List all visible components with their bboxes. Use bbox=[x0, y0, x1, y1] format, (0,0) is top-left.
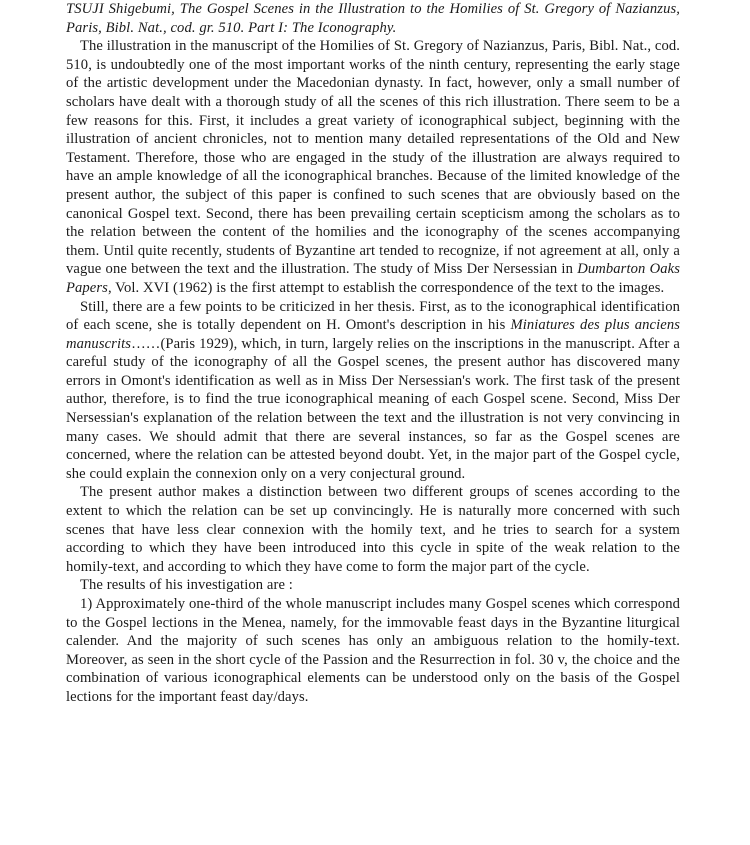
journal-title: Dumbarton Oaks Papers bbox=[66, 261, 680, 296]
article-page bbox=[66, 0, 680, 707]
paragraph-2 bbox=[66, 298, 680, 484]
book-title: Miniatures des plus anciens manuscrits bbox=[66, 317, 680, 352]
paragraph-1-text: The illustration in the manuscript of the Homilies of St. Gregory of Nazianzus, Paris, Bibl. Nat., cod. 510, is undoubtedly one of the most important works of the ninth century, representing the early stage of the artistic development under the Macedonian dynasty. In fact, however, only a small number of scholars have dealt with a thorough study of all the scenes of this rich illustration. There seem to be a few reasons for this. First, it includes a great variety of iconographical subject, beginning with the illustration of ancient chronicles, not to mention many detailed representations of the Old and New Testament. Therefore, those who are engaged in the study of the illustration are always required to have an ample knowledge of all the iconographical branches. Because of the limited knowledge of the present author, the subject of this paper is confined to such scenes that are obviously based on the canonical Gospel text. Second, there has been prevailing certain scepticism among the scholars as to the relation between the content of the homilies and the iconography of the scenes accompanying them. Until quite recently, students of Byzantine art tended to recognize, if not agreement at all, only a vague one between the text and the illustration. The study of Miss Der Nersessian in bbox=[66, 38, 681, 278]
paragraph-1-end: , Vol. XVI (1962) is the first attempt to establish the correspondence of the text to the images. bbox=[107, 279, 665, 296]
paragraph-1 bbox=[66, 37, 680, 297]
paragraph-2-end: ……(Paris 1929), which, in turn, largely relies on the inscriptions in the manuscript. After a careful study of the iconography of all the Gospel scenes, the present author has discovered many errors in Omont's identification as well as in Miss Der Nersessian's work. The first task of the present author, therefore, is to find the true iconographical meaning of each Gospel scene. Second, Miss Der Nersessian's explanation of the relation between the text and the illustration is not very convincing in many cases. We should admit that there are several instances, so far as the Gospel scenes are concerned, where the relation can be attested beyond doubt. Yet, in the major part of the Gospel cycle, she could explain the connexion only on a very conjectural ground. bbox=[66, 335, 680, 482]
paragraph-3: The present author makes a distinction between two different groups of scenes according to the extent to which the relation can be set up convincingly. He is naturally more concerned with such scenes that have less clear connexion with the homily text, and he tries to search for a system according to which they have been introduced into this cycle in spite of the weak relation to the homily-text, and according to which they have come to form the major part of the cycle. bbox=[66, 484, 680, 575]
paragraph-5: 1) Approximately one-third of the whole manuscript includes many Gospel scenes which correspond to the Gospel lections in the Menea, namely, for the immovable feast days in the Byzantine liturgical calender. And the majority of such scenes has only an ambiguous relation to the homily-text. Moreover, as seen in the short cycle of the Passion and the Resurrection in fol. 30 v, the choice and the combination of various iconographical elements can be understood only on the basis of the Gospel lections for the important feast day/days. bbox=[66, 596, 680, 705]
article-title: TSUJI Shigebumi, The Gospel Scenes in the Illustration to the Homilies of St. Gregory of Nazianzus, Paris, Bibl. Nat., cod. gr. 510. Part I: The Iconography. bbox=[66, 1, 680, 36]
paragraph-4: The results of his investigation are : bbox=[80, 577, 293, 594]
paragraph-2-text: Still, there are a few points to be criticized in her thesis. First, as to the iconographical identification of each scene, she is totally dependent on H. Omont's description in his bbox=[66, 298, 680, 334]
